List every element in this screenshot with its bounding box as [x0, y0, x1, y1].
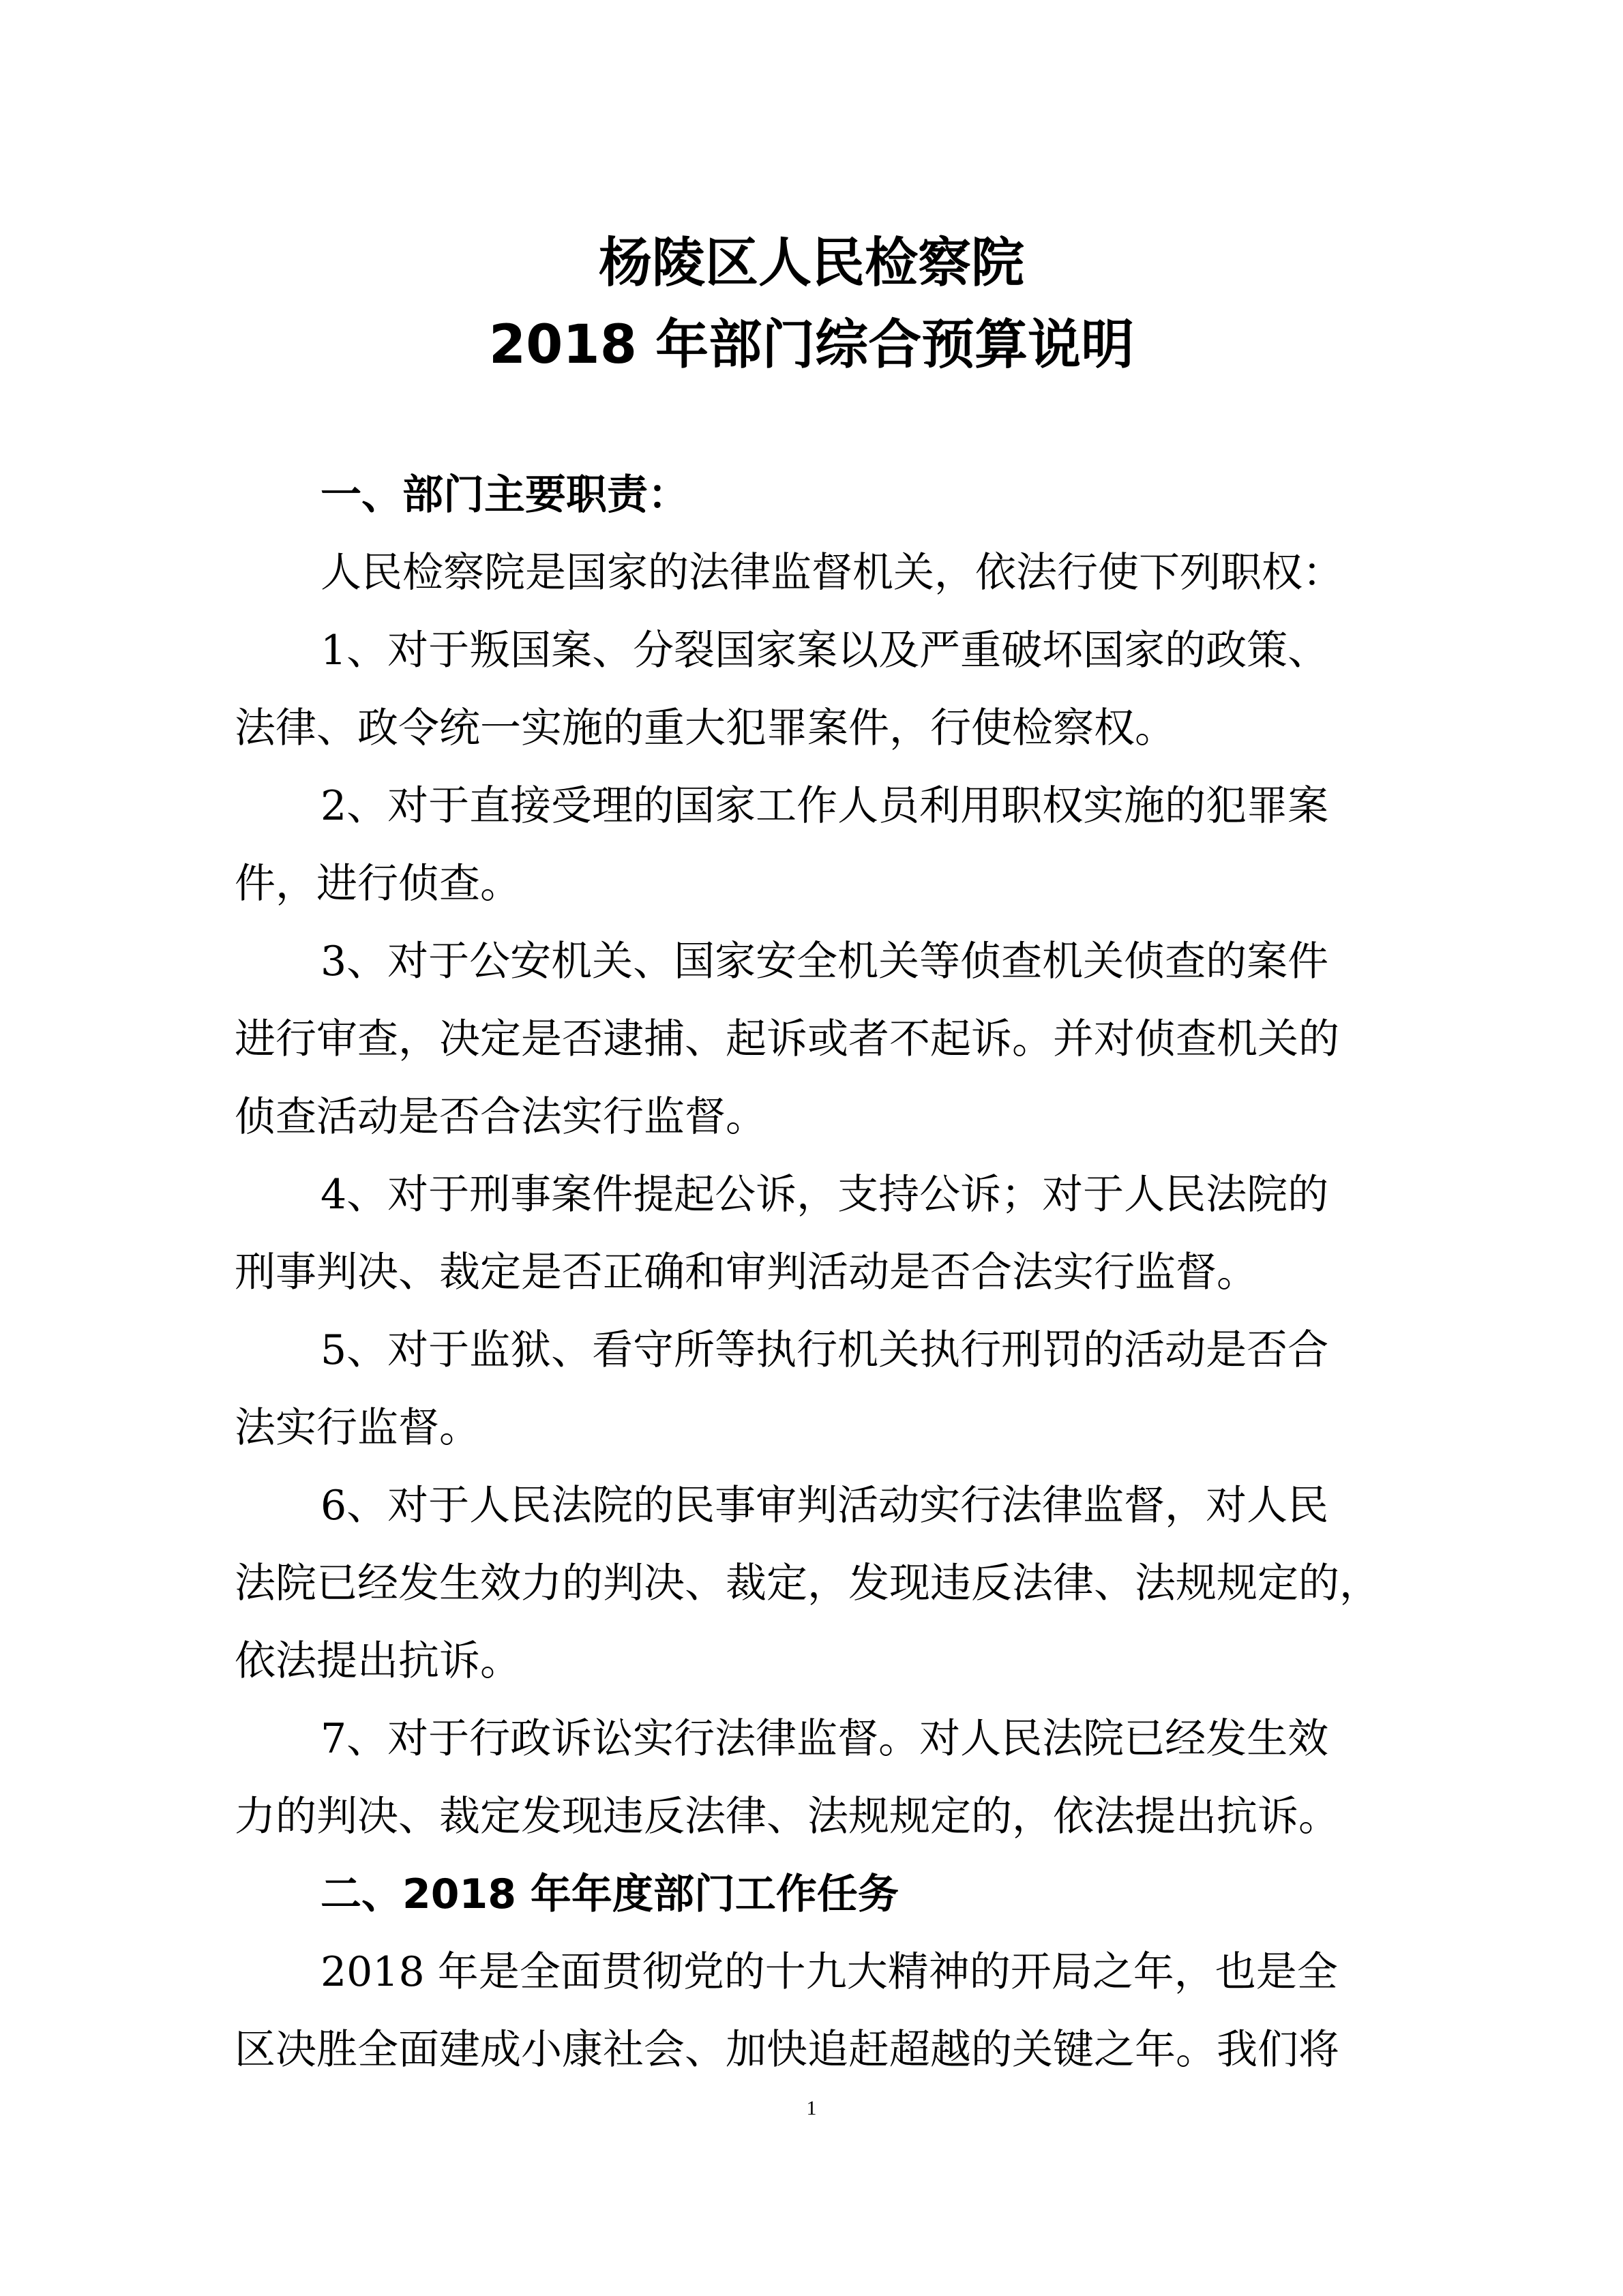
paragraph-line: 力的判决、裁定发现违反法律、法规规定的，依法提出抗诉。	[235, 1793, 1339, 1840]
paragraph-line: 进行审查，决定是否逮捕、起诉或者不起诉。并对侦查机关的	[235, 1015, 1339, 1063]
paragraph-line: 法院已经发生效力的判决、裁定，发现违反法律、法规规定的，	[235, 1560, 1380, 1607]
paragraph-line: 1、对于叛国案、分裂国家案以及严重破坏国家的政策、	[321, 627, 1329, 674]
paragraph-line: 3、对于公安机关、国家安全机关等侦查机关侦查的案件	[321, 938, 1329, 985]
paragraph-line: 5、对于监狱、看守所等执行机关执行刑罚的活动是否合	[321, 1326, 1329, 1374]
paragraph-line: 侦查活动是否合法实行监督。	[235, 1093, 766, 1141]
paragraph-line: 2018 年是全面贯彻党的十九大精神的开局之年，也是全	[321, 1948, 1338, 1996]
paragraph-line: 7、对于行政诉讼实行法律监督。对人民法院已经发生效	[321, 1715, 1329, 1763]
paragraph-line: 依法提出抗诉。	[235, 1637, 521, 1685]
section-heading-duties: 一、部门主要职责：	[321, 471, 689, 519]
paragraph-line: 4、对于刑事案件提起公诉，支持公诉；对于人民法院的	[321, 1171, 1329, 1219]
paragraph-line: 刑事判决、裁定是否正确和审判活动是否合法实行监督。	[235, 1249, 1257, 1296]
paragraph-line: 法实行监督。	[235, 1404, 480, 1452]
document-subtitle: 2018 年部门综合预算说明	[488, 314, 1135, 376]
paragraph-line: 法律、政令统一实施的重大犯罪案件，行使检察权。	[235, 704, 1176, 752]
paragraph-line: 人民检察院是国家的法律监督机关，依法行使下列职权：	[321, 549, 1343, 597]
paragraph-line: 6、对于人民法院的民事审判活动实行法律监督，对人民	[321, 1482, 1329, 1530]
section-heading-tasks: 二、2018 年年度部门工作任务	[321, 1870, 899, 1918]
paragraph-line: 件，进行侦查。	[235, 860, 521, 908]
document-title: 杨陵区人民检察院	[598, 233, 1024, 294]
page-number: 1	[806, 2097, 817, 2119]
paragraph-line: 区决胜全面建成小康社会、加快追赶超越的关键之年。我们将	[235, 2026, 1339, 2074]
paragraph-line: 2、对于直接受理的国家工作人员利用职权实施的犯罪案	[321, 782, 1329, 830]
